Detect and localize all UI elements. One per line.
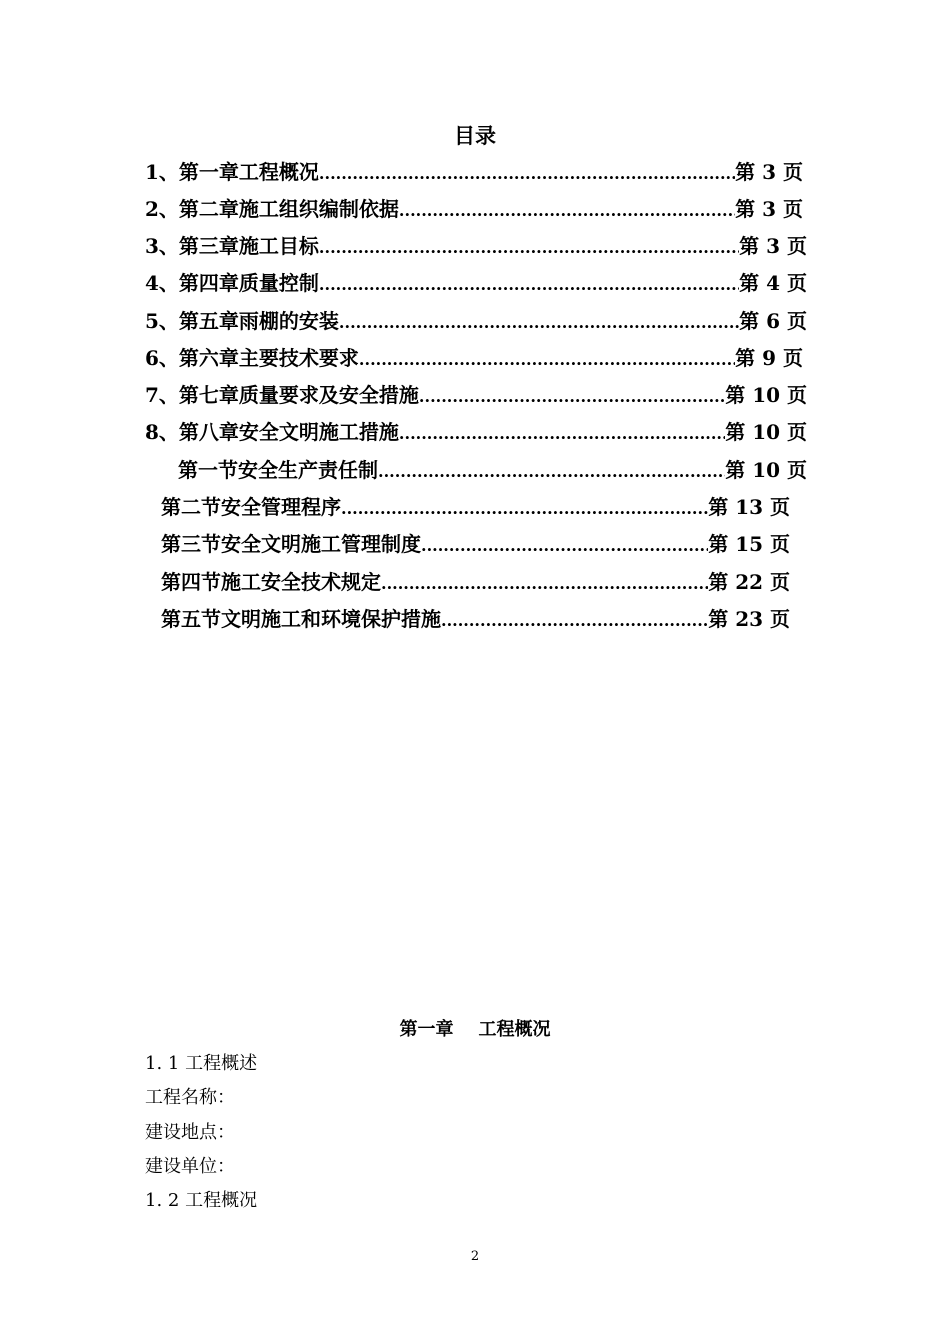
toc-entry-section-5[interactable] bbox=[161, 605, 790, 635]
toc-leader-dots bbox=[399, 197, 735, 225]
toc-leader-dots bbox=[378, 458, 725, 486]
toc-entry-label: 第三节安全文明施工管理制度 bbox=[161, 532, 421, 556]
toc-entry-page: 第 10 页 bbox=[725, 420, 807, 444]
toc-entry-page: 第 10 页 bbox=[725, 458, 807, 482]
toc-entry-page: 第 22 页 bbox=[708, 570, 790, 594]
toc-entry-chapter-7[interactable] bbox=[145, 381, 807, 411]
toc-leader-dots bbox=[381, 570, 708, 598]
toc-entry-page: 第 4 页 bbox=[739, 271, 807, 295]
toc-entry-label: 2、第二章施工组织编制依据 bbox=[145, 197, 399, 221]
toc-entry-chapter-6[interactable] bbox=[145, 344, 803, 374]
toc-entry-label: 第二节安全管理程序 bbox=[161, 495, 341, 519]
section-heading-1-1: 1. 1 工程概述 bbox=[145, 1053, 258, 1074]
construction-unit-label: 建设单位： bbox=[145, 1156, 235, 1177]
section-heading-1-2: 1. 2 工程概况 bbox=[145, 1190, 258, 1211]
toc-entry-chapter-2[interactable] bbox=[145, 195, 803, 225]
toc-entry-page: 第 13 页 bbox=[708, 495, 790, 519]
toc-entry-label: 3、第三章施工目标 bbox=[145, 234, 319, 258]
toc-leader-dots bbox=[419, 383, 725, 411]
toc-entry-page: 第 6 页 bbox=[739, 309, 807, 333]
toc-leader-dots bbox=[319, 271, 739, 299]
toc-leader-dots bbox=[319, 160, 735, 188]
toc-entry-label: 5、第五章雨棚的安装 bbox=[145, 309, 339, 333]
toc-entry-page: 第 15 页 bbox=[708, 532, 790, 556]
toc-entry-page: 第 3 页 bbox=[735, 160, 803, 184]
toc-leader-dots bbox=[399, 420, 725, 448]
toc-entry-page: 第 3 页 bbox=[739, 234, 807, 258]
toc-entry-label: 第五节文明施工和环境保护措施 bbox=[161, 607, 441, 631]
toc-entry-chapter-8[interactable] bbox=[145, 418, 807, 448]
toc-entry-label: 8、第八章安全文明施工措施 bbox=[145, 420, 399, 444]
toc-entry-label: 第一节安全生产责任制 bbox=[178, 458, 378, 482]
toc-entry-label: 1、第一章工程概况 bbox=[145, 160, 319, 184]
page-number: 2 bbox=[470, 1249, 480, 1264]
toc-entry-label: 7、第七章质量要求及安全措施 bbox=[145, 383, 419, 407]
toc-entry-chapter-1[interactable] bbox=[145, 158, 803, 188]
toc-entry-label: 第四节施工安全技术规定 bbox=[161, 570, 381, 594]
toc-entry-chapter-3[interactable] bbox=[145, 232, 807, 262]
toc-entry-page: 第 3 页 bbox=[735, 197, 803, 221]
toc-leader-dots bbox=[359, 346, 735, 374]
toc-entry-page: 第 9 页 bbox=[735, 346, 803, 370]
table-of-contents bbox=[0, 0, 950, 640]
toc-entry-label: 6、第六章主要技术要求 bbox=[145, 346, 359, 370]
toc-leader-dots bbox=[441, 607, 708, 635]
chapter-heading: 第一章 工程概况 bbox=[399, 1019, 551, 1040]
toc-leader-dots bbox=[319, 234, 739, 262]
toc-entry-page: 第 10 页 bbox=[725, 383, 807, 407]
toc-entry-page: 第 23 页 bbox=[708, 607, 790, 631]
toc-entry-label: 4、第四章质量控制 bbox=[145, 271, 319, 295]
toc-leader-dots bbox=[339, 309, 739, 337]
toc-title: 目录 bbox=[454, 123, 496, 148]
toc-leader-dots bbox=[341, 495, 708, 523]
construction-site-label: 建设地点： bbox=[145, 1122, 235, 1143]
project-name-label: 工程名称： bbox=[145, 1087, 235, 1108]
toc-entry-section-4[interactable] bbox=[161, 568, 790, 598]
toc-entry-section-2[interactable] bbox=[161, 493, 790, 523]
toc-entry-chapter-4[interactable] bbox=[145, 269, 807, 299]
toc-entry-chapter-5[interactable] bbox=[145, 307, 807, 337]
toc-entry-section-3[interactable] bbox=[161, 530, 790, 560]
toc-leader-dots bbox=[421, 532, 708, 560]
toc-entry-section-1[interactable] bbox=[178, 456, 807, 486]
